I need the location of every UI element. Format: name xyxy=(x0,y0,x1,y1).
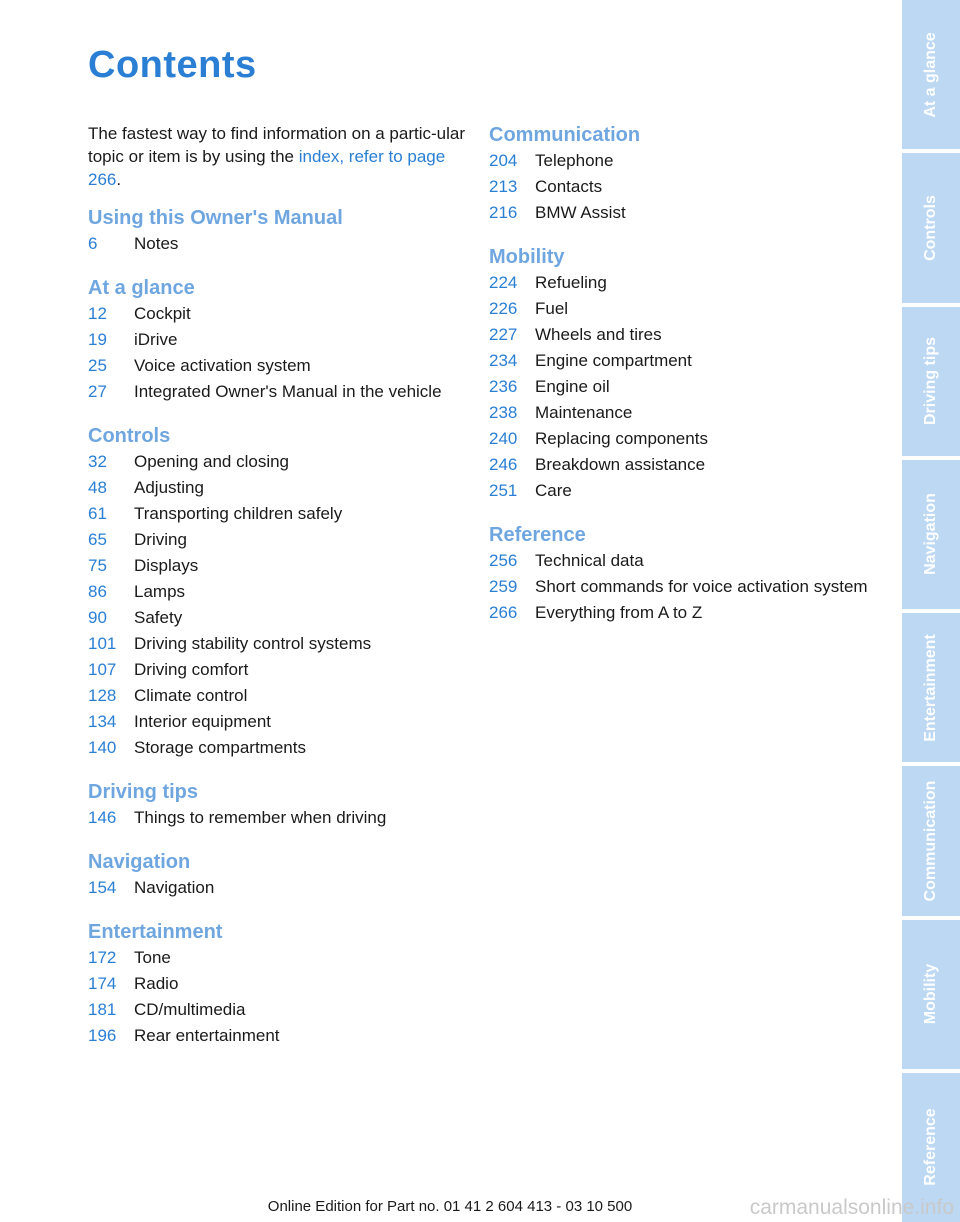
entry-label: Replacing components xyxy=(535,429,708,448)
entry-label: CD/multimedia xyxy=(134,1000,246,1019)
toc-entry[interactable] xyxy=(88,657,468,683)
toc-entry[interactable] xyxy=(88,527,468,553)
page-title: Contents xyxy=(88,44,257,86)
entry-label: Adjusting xyxy=(134,478,204,497)
page-number-link[interactable]: 251 xyxy=(489,481,518,500)
contents-right-column xyxy=(489,122,869,644)
section-title-communication: Communication xyxy=(489,124,641,146)
tab-driving-tips[interactable] xyxy=(902,307,960,456)
page-number-link[interactable]: 227 xyxy=(489,325,518,344)
page-number-link[interactable]: 154 xyxy=(88,878,117,897)
tab-label: Mobility xyxy=(922,963,939,1025)
page-number-link[interactable]: 6 xyxy=(88,234,98,253)
entry-label: Engine oil xyxy=(535,377,610,396)
page-number-link[interactable]: 259 xyxy=(489,577,518,596)
section-entries xyxy=(88,449,468,761)
page-number-link[interactable]: 27 xyxy=(88,382,107,401)
page-number-link[interactable]: 256 xyxy=(489,551,518,570)
toc-entry[interactable] xyxy=(489,374,869,400)
page-number-link[interactable]: 61 xyxy=(88,504,107,523)
page-number-link[interactable]: 75 xyxy=(88,556,107,575)
page-number-link[interactable]: 134 xyxy=(88,712,117,731)
tab-communication[interactable] xyxy=(902,766,960,915)
tab-label: Communication xyxy=(922,780,939,902)
tab-controls[interactable] xyxy=(902,153,960,302)
tab-entertainment[interactable] xyxy=(902,613,960,762)
toc-entry[interactable] xyxy=(88,579,468,605)
page-number-link[interactable]: 224 xyxy=(489,273,518,292)
toc-entry[interactable] xyxy=(88,301,468,327)
entry-label: Wheels and tires xyxy=(535,325,662,344)
section-title-driving-tips: Driving tips xyxy=(88,781,199,803)
toc-entry[interactable] xyxy=(88,475,468,501)
section-entries xyxy=(489,548,869,626)
section-title-reference: Reference xyxy=(489,524,586,546)
entry-label: Maintenance xyxy=(535,403,633,422)
section-entries xyxy=(88,945,468,1049)
tab-label: Reference xyxy=(922,1108,939,1187)
toc-entry[interactable] xyxy=(489,270,869,296)
page-number-link[interactable]: 238 xyxy=(489,403,518,422)
intro-text-end: . xyxy=(116,170,122,189)
page-number-link[interactable]: 140 xyxy=(88,738,117,757)
toc-entry[interactable] xyxy=(88,605,468,631)
index-link[interactable]: index, refer to page 266 xyxy=(88,147,446,189)
entry-label: Storage compartments xyxy=(134,738,306,757)
toc-entry[interactable] xyxy=(489,600,869,626)
entry-label: Short commands for voice activation system xyxy=(535,577,868,596)
entry-label: Safety xyxy=(134,608,183,627)
toc-entry[interactable] xyxy=(489,452,869,478)
page-number-link[interactable]: 174 xyxy=(88,974,117,993)
entry-label: Things to remember when driving xyxy=(134,808,387,827)
section-entries xyxy=(88,301,468,405)
entry-label: Climate control xyxy=(134,686,248,705)
entry-label: Driving comfort xyxy=(134,660,249,679)
intro-text: The fastest way to find information on a partic-ular topic or item is by using the xyxy=(88,124,466,166)
toc-entry[interactable] xyxy=(88,735,468,761)
tab-label: Driving tips xyxy=(922,337,939,426)
entry-label: Breakdown assistance xyxy=(535,455,706,474)
entry-label: iDrive xyxy=(134,330,178,349)
page-number-link[interactable]: 65 xyxy=(88,530,107,549)
entry-label: Interior equipment xyxy=(134,712,272,731)
toc-entry[interactable] xyxy=(88,1023,468,1049)
toc-entry[interactable] xyxy=(489,348,869,374)
entry-label: Contacts xyxy=(535,177,603,196)
page-number-link[interactable]: 240 xyxy=(489,429,518,448)
entry-label: Lamps xyxy=(134,582,186,601)
section-title-using-this-owner-s-manual: Using this Owner's Manual xyxy=(88,207,343,229)
page-number-link[interactable]: 128 xyxy=(88,686,117,705)
toc-entry[interactable] xyxy=(88,501,468,527)
tab-at-a-glance[interactable] xyxy=(902,0,960,149)
entry-label: Refueling xyxy=(535,273,607,292)
page-number-link[interactable]: 236 xyxy=(489,377,518,396)
page-number-link[interactable]: 204 xyxy=(489,151,518,170)
entry-label: Technical data xyxy=(535,551,644,570)
watermark: carmanualsonline.info xyxy=(749,1196,954,1219)
entry-label: Transporting children safely xyxy=(134,504,343,523)
entry-label: Cockpit xyxy=(134,304,191,323)
section-title-mobility: Mobility xyxy=(489,246,565,268)
page-number-link[interactable]: 12 xyxy=(88,304,107,323)
page-number-link[interactable]: 234 xyxy=(489,351,518,370)
page-number-link[interactable]: 25 xyxy=(88,356,107,375)
tab-navigation[interactable] xyxy=(902,460,960,609)
toc-entry[interactable] xyxy=(88,631,468,657)
entry-label: Radio xyxy=(134,974,179,993)
page-number-link[interactable]: 213 xyxy=(489,177,518,196)
toc-entry[interactable] xyxy=(88,997,468,1023)
page-number-link[interactable]: 246 xyxy=(489,455,518,474)
tab-label: Navigation xyxy=(922,493,939,576)
toc-entry[interactable] xyxy=(88,971,468,997)
entry-label: Integrated Owner's Manual in the vehicle xyxy=(134,382,442,401)
toc-entry[interactable] xyxy=(489,322,869,348)
entry-label: BMW Assist xyxy=(535,203,626,222)
right-sections xyxy=(489,122,869,626)
toc-entry[interactable] xyxy=(88,327,468,353)
toc-entry[interactable] xyxy=(88,945,468,971)
entry-label: Opening and closing xyxy=(134,452,290,471)
page-number-link[interactable]: 181 xyxy=(88,1000,117,1019)
entry-label: Voice activation system xyxy=(134,356,311,375)
entry-label: Navigation xyxy=(134,878,215,897)
left-sections xyxy=(88,205,468,1049)
entry-label: Rear entertainment xyxy=(134,1026,280,1045)
section-entries xyxy=(489,270,869,504)
page-number-link[interactable]: 226 xyxy=(489,299,518,318)
entry-label: Telephone xyxy=(535,151,614,170)
tab-label: At a glance xyxy=(922,31,939,118)
toc-entry[interactable] xyxy=(489,174,869,200)
section-entries xyxy=(88,805,468,831)
page-number-link[interactable]: 146 xyxy=(88,808,117,827)
toc-entry[interactable] xyxy=(88,709,468,735)
toc-entry[interactable] xyxy=(489,296,869,322)
toc-entry[interactable] xyxy=(88,379,468,405)
toc-entry[interactable] xyxy=(489,478,869,504)
tab-label: Controls xyxy=(922,194,939,261)
entry-label: Driving xyxy=(134,530,187,549)
toc-entry[interactable] xyxy=(489,426,869,452)
section-title-entertainment: Entertainment xyxy=(88,921,223,943)
toc-entry[interactable] xyxy=(88,875,468,901)
toc-entry[interactable] xyxy=(88,553,468,579)
toc-entry[interactable] xyxy=(489,574,869,600)
entry-label: Fuel xyxy=(535,299,569,318)
toc-entry[interactable] xyxy=(88,353,468,379)
tab-label: Entertainment xyxy=(922,633,939,742)
toc-entry[interactable] xyxy=(489,548,869,574)
page-number-link[interactable]: 32 xyxy=(88,452,107,471)
page-number-link[interactable]: 172 xyxy=(88,948,117,967)
toc-entry[interactable] xyxy=(489,400,869,426)
page-number-link[interactable]: 266 xyxy=(489,603,518,622)
section-entries xyxy=(489,148,869,226)
section-title-at-a-glance: At a glance xyxy=(88,277,195,299)
page-number-link[interactable]: 19 xyxy=(88,330,107,349)
entry-label: Displays xyxy=(134,556,199,575)
intro-paragraph xyxy=(88,122,468,191)
toc-entry[interactable] xyxy=(88,683,468,709)
section-entries xyxy=(88,875,468,901)
page-number-link[interactable]: 101 xyxy=(88,634,117,653)
footer-edition: Online Edition for Part no. 01 41 2 604 413 - 03 10 500 xyxy=(267,1198,633,1215)
page-number-link[interactable]: 90 xyxy=(88,608,107,627)
toc-entry[interactable] xyxy=(88,805,468,831)
page-number-link[interactable]: 196 xyxy=(88,1026,117,1045)
entry-label: Engine compartment xyxy=(535,351,692,370)
toc-entry[interactable] xyxy=(489,200,869,226)
section-entries xyxy=(88,231,468,257)
entry-label: Care xyxy=(535,481,572,500)
entry-label: Notes xyxy=(134,234,179,253)
entry-label: Tone xyxy=(134,948,171,967)
section-title-controls: Controls xyxy=(88,425,171,447)
entry-label: Driving stability control systems xyxy=(134,634,372,653)
page-number-link[interactable]: 48 xyxy=(88,478,107,497)
tab-mobility[interactable] xyxy=(902,920,960,1069)
chapter-tabs xyxy=(902,0,960,1222)
page-number-link[interactable]: 216 xyxy=(489,203,518,222)
contents-left-column xyxy=(88,122,468,1067)
toc-entry[interactable] xyxy=(88,449,468,475)
entry-label: Everything from A to Z xyxy=(535,603,703,622)
toc-entry[interactable] xyxy=(88,231,468,257)
section-title-navigation: Navigation xyxy=(88,851,191,873)
toc-entry[interactable] xyxy=(489,148,869,174)
page-number-link[interactable]: 107 xyxy=(88,660,117,679)
page-number-link[interactable]: 86 xyxy=(88,582,107,601)
